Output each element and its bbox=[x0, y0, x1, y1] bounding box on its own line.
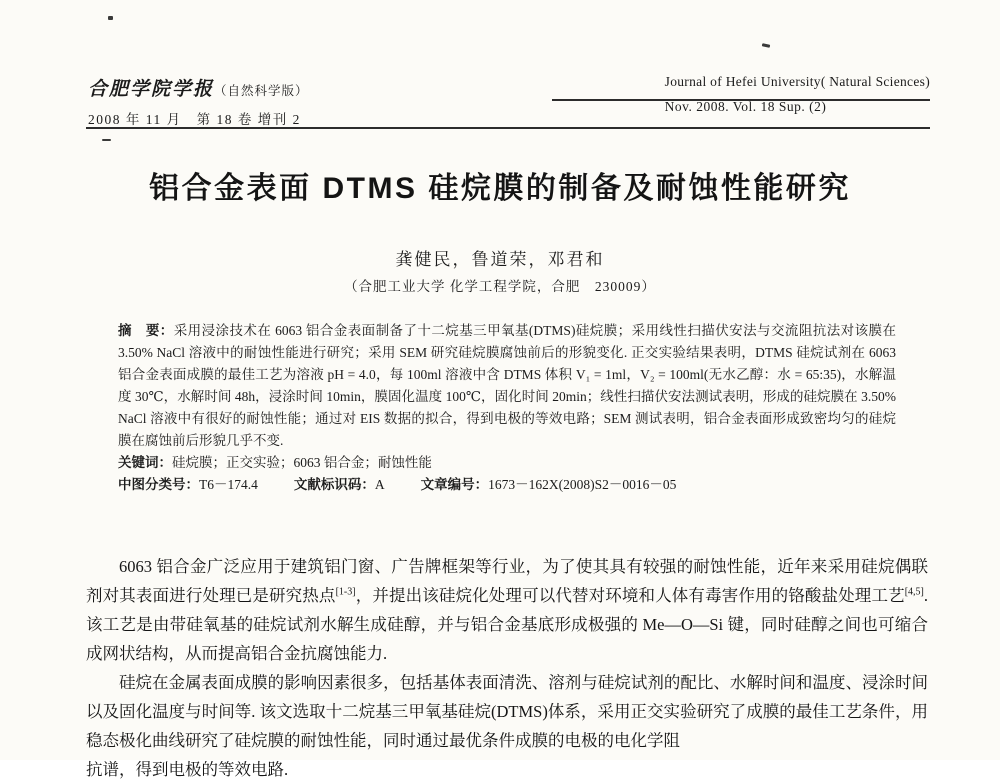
journal-name-en: Journal of Hefei University( Natural Sciences) bbox=[664, 74, 930, 89]
doc-code-label: 文献标识码： bbox=[293, 477, 375, 492]
doc-code-group bbox=[294, 477, 385, 492]
doc-code-value: A bbox=[374, 477, 385, 492]
abstract-label: 摘 要： bbox=[118, 323, 174, 338]
scan-artifact-dash-under-rule bbox=[102, 139, 111, 141]
article-authors: 龚健民，鲁道荣，邓君和 bbox=[395, 250, 605, 269]
article-meta-block bbox=[118, 320, 896, 496]
header-rule-right bbox=[552, 99, 930, 101]
abstract-text: 采用浸涂技术在 6063 铝合金表面制备了十二烷基三甲氧基(DTMS)硅烷膜；采用线性扫描伏安法与交流阻抗法对该膜在 3.50% NaCl 溶液中的耐蚀性能进行研究；采用 SEM 研究硅烷膜腐蚀前后的形貌变化. 正交实验结果表明，DTMS 硅烷试剂在 6063 铝合金表面成膜的最佳工艺为溶液 pH = 4.0，每 100ml 溶液中含 DTMS 体积 V₁ = 1ml，V₂ = 100ml(无水乙醇：水 = 65:35)，水解温度 30℃，水解时间 48h，浸涂时间 10min，膜固化温度 100℃，固化时间 20min；线性扫描伏安法测试表明，形成的硅烷膜在 3.50% NaCl 溶液中有很好的耐蚀性能；通过对 EIS 数据的拟合，得到电极的等效电路；SEM 测试表明，铝合金表面形成致密均匀的硅烷膜在腐蚀前后形貌几乎不变. bbox=[118, 323, 896, 448]
clc-value: T6－174.4 bbox=[199, 477, 258, 492]
journal-edition-cn: （自然科学版） bbox=[214, 84, 309, 98]
journal-header bbox=[88, 74, 930, 128]
body-paragraph-3-clipped: 抗谱，得到电极的等效电路. bbox=[86, 760, 289, 779]
journal-name-cn-script: 合肥学院学报 bbox=[88, 79, 215, 100]
body-paragraph-2: 硅烷在金属表面成膜的影响因素很多，包括基体表面清洗、溶剂与硅烷试剂的配比、水解时间和温度、浸涂时间以及固化温度与时间等. 该文选取十二烷基三甲氧基硅烷(DTMS)体系，采用正交实验研究了成膜的最佳工艺条件，用稳态极化曲线研究了硅烷膜的耐蚀性能，同时通过最优条件成膜的电极的电化学阻 bbox=[86, 673, 928, 750]
clc-label: 中图分类号： bbox=[118, 477, 199, 492]
keywords-label: 关键词： bbox=[118, 455, 172, 470]
para1-text-b: ，并提出该硅烷化处理可以代替对环境和人体有毒害作用的铬酸盐处理工艺 bbox=[355, 586, 905, 605]
journal-header-left bbox=[88, 74, 309, 128]
journal-name-cn bbox=[88, 74, 309, 101]
citation-sup-1: [1-3] bbox=[335, 586, 356, 598]
journal-date-en: Nov. 2008. Vol. 18 Sup. (2) bbox=[664, 99, 827, 114]
body-paragraph-1 bbox=[86, 552, 928, 668]
keywords-text: 硅烷膜；正交实验；6063 铝合金；耐蚀性能 bbox=[172, 455, 432, 470]
identifiers-line bbox=[118, 474, 896, 496]
keywords-line bbox=[118, 452, 896, 474]
article-id-label: 文章编号： bbox=[420, 477, 489, 492]
clc-group bbox=[118, 477, 258, 492]
article-id-group bbox=[421, 477, 677, 492]
header-rule-full bbox=[86, 127, 930, 129]
abstract-paragraph bbox=[118, 320, 896, 452]
citation-sup-2: [4,5] bbox=[904, 586, 924, 598]
body-text bbox=[86, 552, 928, 784]
article-affiliation: （合肥工业大学 化学工程学院，合肥 230009） bbox=[344, 279, 656, 294]
article-id-value: 1673－162X(2008)S2－0016－05 bbox=[488, 477, 677, 492]
scan-artifact-dot-top-left bbox=[108, 16, 113, 20]
journal-header-right bbox=[665, 74, 930, 115]
journal-date-cn: 2008 年 11 月 第 18 卷 增刊 2 bbox=[88, 112, 301, 127]
scan-artifact-mark-top-right bbox=[762, 43, 770, 48]
para1-text-a: 6063 铝合金广泛应用于建筑铝门窗、广告牌框架等行业，为了使其具有较强的耐蚀性能，近年来采用硅烷偶联剂对其表面进行处理已是研究热点 bbox=[86, 557, 928, 605]
para1-text-c: . 该工艺是由带硅氧基的硅烷试剂水解生成硅醇，并与铝合金基底形成极强的 Me—O—Si 键，同时硅醇之间也可缩合成网状结构，从而提高铝合金抗腐蚀能力. bbox=[86, 586, 929, 663]
article-title: 铝合金表面 DTMS 硅烷膜的制备及耐蚀性能研究 bbox=[149, 172, 851, 205]
